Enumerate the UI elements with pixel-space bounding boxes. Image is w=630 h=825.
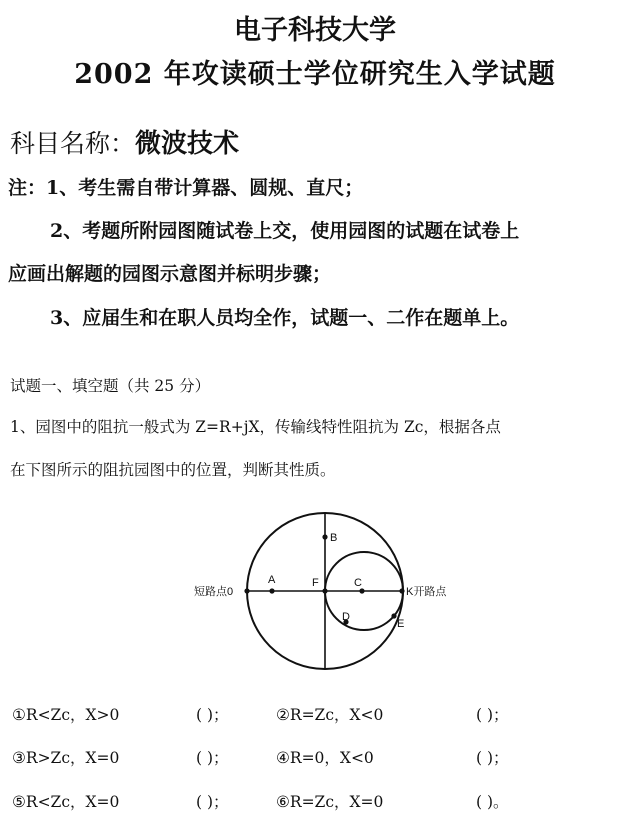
note-line-1: 注：1、考生需自带计算器、圆规、直尺； [8,177,364,199]
label-e: E [397,618,405,630]
option-3-blank[interactable]: ( )； [196,749,229,767]
point-b [322,534,327,539]
option-4-blank[interactable]: ( )； [476,749,509,767]
subject-label: 科目名称： [10,129,136,158]
option-1-blank[interactable]: ( )； [196,706,229,724]
option-6: ⑥R=Zc，X=0 [276,793,384,811]
point-open [399,588,404,593]
note-line-2b: 应画出解题的园图示意图并标明步骤； [8,263,332,285]
option-2-blank[interactable]: ( )； [476,706,509,724]
label-a: A [268,574,276,586]
point-e [391,613,396,618]
label-f: F [312,577,319,589]
point-short [244,588,249,593]
point-f [322,588,327,593]
option-5: ⑤R<Zc，X=0 [12,793,120,811]
university-title: 电子科技大学 [234,15,396,46]
question-1-line-2: 在下图所示的阻抗园图中的位置，判断其性质。 [10,461,336,479]
exam-title: 2002 年攻读硕士学位研究生入学试题 [74,59,556,90]
option-6-blank[interactable]: ( )。 [476,793,509,811]
option-5-blank[interactable]: ( )； [196,793,229,811]
label-c: C [354,577,362,589]
option-3: ③R>Zc，X=0 [12,749,120,767]
question-1-line-1: 1、园图中的阻抗一般式为 Z=R+jX，传输线特性阻抗为 Zc，根据各点 [10,418,501,436]
note-line-2a: 2、考题所附园图随试卷上交，使用园图的试题在试卷上 [50,220,520,242]
option-1: ①R<Zc，X>0 [12,706,120,724]
label-d: D [342,611,350,623]
option-2: ②R=Zc，X<0 [276,706,384,724]
note-line-3: 3、应届生和在职人员均全作，试题一、二作在题单上。 [50,307,520,329]
label-open-circuit: K开路点 [406,586,447,598]
subject-name: 微波技术 [135,129,240,159]
label-b: B [330,532,338,544]
section-heading: 试题一、填空题（共 25 分） [10,377,211,395]
label-short-circuit: 短路点0 [194,586,234,598]
point-c [359,588,364,593]
option-4: ④R=0，X<0 [276,749,374,767]
point-a [269,588,274,593]
